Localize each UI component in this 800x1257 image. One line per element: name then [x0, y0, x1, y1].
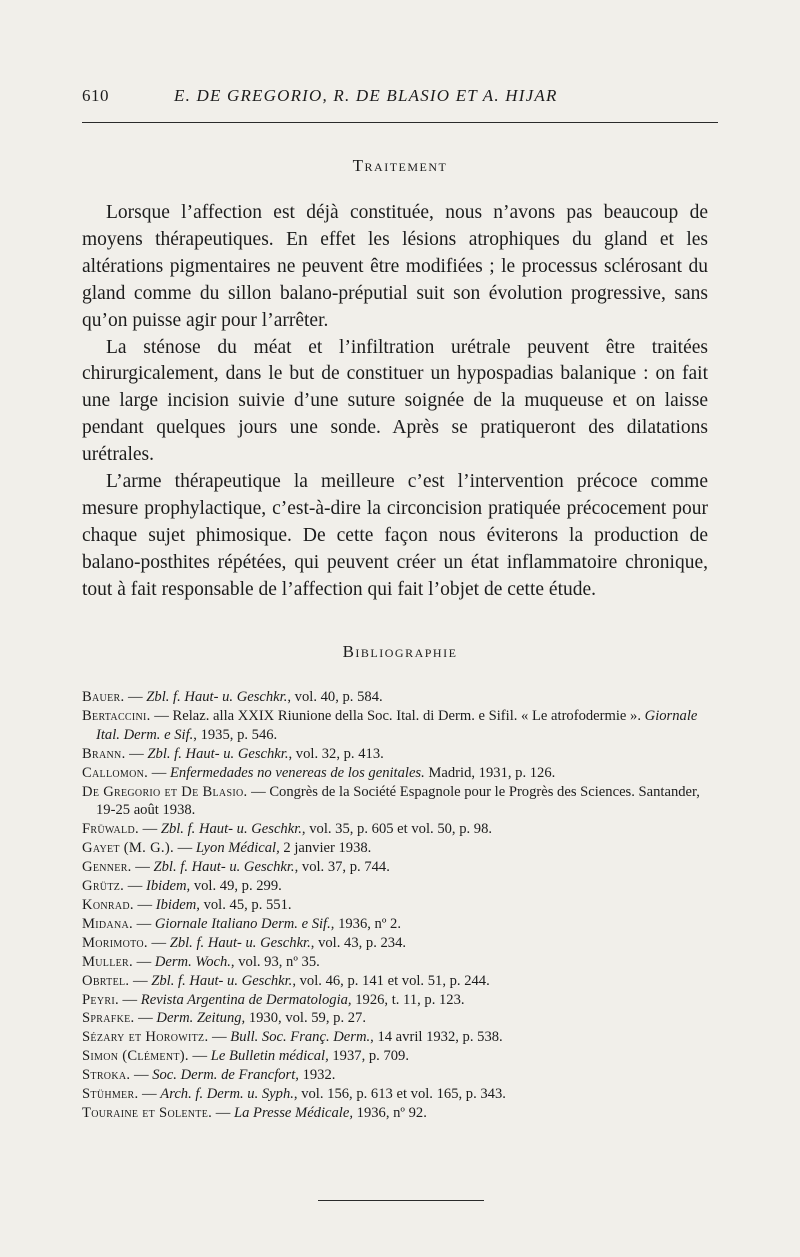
entry-author: Muller.	[82, 953, 133, 970]
entry-text: — Relaz. alla XXIX Riunione della Soc. Ital. di Derm. e Sifil. « Le atrofodermie ».	[150, 707, 645, 724]
bibliography-entry	[82, 783, 718, 821]
entry-source: La Presse Médicale,	[233, 1104, 353, 1121]
entry-source: Le Bulletin médical,	[210, 1048, 329, 1065]
paragraph: L’arme thérapeutique la meilleure c’est l’intervention précoce comme mesure prophylactique, c’est-à-dire la circoncision pratiquée précocement pour chaque sujet phimosique. De cette façon nous éviterons la production de balano-posthites répétées, qui peuvent créer un état inflammatoire chronique, tout à fait responsable de l’affection qui fait l’objet de cette étude.	[82, 471, 708, 600]
bibliography-entry	[82, 688, 718, 707]
bibliography-entry	[82, 896, 718, 915]
entry-details: , vol. 156, p. 613 et vol. 165, p. 343.	[293, 1086, 506, 1103]
bibliography-entry	[82, 820, 718, 839]
entry-source: Ibidem,	[146, 878, 191, 895]
entry-source: Lyon Médical,	[195, 840, 280, 857]
paragraph: La sténose du méat et l’infiltration urétrale peuvent être traitées chirurgicalement, dans le but de constituer un hypospadias balanique : on fait une large incision suivie d’une suture soignée de la muqueuse et on laisse pendant quelques jours une sonde. Après se pratiqueront des dilatations urétrales.	[82, 336, 708, 466]
entry-source: Zbl. f. Haut- u. Geschkr.	[160, 821, 302, 838]
bibliography-entry	[82, 707, 718, 745]
entry-details: , vol. 37, p. 744.	[294, 859, 390, 876]
entry-text: —	[148, 764, 170, 781]
bibliography-entry	[82, 953, 718, 972]
entry-details: , vol. 46, p. 141 et vol. 51, p. 244.	[292, 972, 490, 989]
entry-author: Konrad.	[82, 896, 134, 913]
bibliography-entry	[82, 991, 718, 1010]
entry-details: , 1935, p. 546.	[193, 726, 278, 743]
entry-author: Bauer.	[82, 689, 125, 705]
traitement-heading: Traitement	[352, 156, 448, 175]
entry-details: , 14 avril 1932, p. 538.	[370, 1029, 503, 1046]
entry-author: Peyri.	[82, 991, 119, 1008]
entry-author: Bertaccini.	[82, 707, 151, 724]
entry-author: Stühmer.	[82, 1086, 139, 1103]
entry-text: —	[124, 878, 146, 895]
bibliography-entry	[82, 1009, 718, 1028]
entry-author: Gayet (M. G.).	[82, 840, 174, 857]
entry-text: —	[138, 821, 161, 838]
header-rule	[82, 122, 718, 123]
entry-author: Brann.	[82, 745, 126, 762]
entry-source: Arch. f. Derm. u. Syph.	[160, 1086, 294, 1103]
entry-author: Obrtel.	[82, 972, 130, 989]
bibliography-entry	[82, 839, 718, 858]
entry-source: Derm. Zeitung,	[156, 1010, 246, 1027]
entry-details: , vol. 40, p. 584.	[287, 689, 383, 705]
entry-text: —	[132, 953, 155, 970]
bibliography-entry	[82, 1028, 718, 1047]
entry-details: , vol. 35, p. 605 et vol. 50, p. 98.	[301, 821, 493, 838]
entry-text: —	[134, 1010, 157, 1027]
entry-text: —	[118, 991, 141, 1008]
entry-source: Ibidem,	[155, 896, 200, 913]
paragraph: Lorsque l’affection est déjà constituée, nous n’avons pas beaucoup de moyens thérapeutiques. En effet les lésions atrophiques du gland et les altérations pigmentaires ne peuvent être modifiées ; le processus sclérosant du gland comme du sillon balano-préputial suit son évolution progressive, sans qu’on puisse agir pour l’arrêter.	[82, 202, 708, 331]
entry-text: —	[147, 934, 170, 951]
bibliography-entry	[82, 1085, 718, 1104]
bibliography-entry	[82, 764, 718, 783]
entry-text: —	[173, 840, 196, 857]
bibliography-entry	[82, 972, 718, 991]
entry-source: Bull. Soc. Franç. Derm.	[230, 1029, 371, 1046]
entry-text: —	[129, 972, 152, 989]
entry-source: Zbl. f. Haut- u. Geschkr.	[146, 689, 288, 705]
closing-rule	[318, 1200, 484, 1201]
entry-source: Soc. Derm. de Francfort,	[152, 1067, 299, 1084]
entry-source: Zbl. f. Haut- u. Geschkr.	[153, 859, 295, 876]
entry-details: 1930, vol. 59, p. 27.	[245, 1010, 366, 1027]
entry-author: Morimoto.	[82, 934, 148, 951]
entry-details: 1926, t. 11, p. 123.	[351, 991, 465, 1008]
bibliography-entry	[82, 877, 718, 896]
entry-text: —	[188, 1048, 211, 1065]
entry-author: Früwald.	[82, 821, 139, 838]
entry-author: De Gregorio et De Blasio.	[82, 783, 248, 800]
entry-details: , vol. 93, nº 35.	[230, 953, 320, 970]
entry-details: Madrid, 1931, p. 126.	[424, 764, 556, 781]
entry-details: vol. 45, p. 551.	[199, 896, 292, 913]
entry-text: —	[131, 859, 154, 876]
entry-text: —	[212, 1104, 234, 1121]
entry-author: Callomon.	[82, 764, 149, 781]
entry-author: Touraine et Solente.	[82, 1104, 213, 1121]
bibliography-entry	[82, 1066, 718, 1085]
entry-details: , vol. 43, p. 234.	[310, 934, 407, 951]
entry-source: Derm. Woch.	[154, 953, 231, 970]
bibliography-entry	[82, 915, 718, 934]
entry-author: Genner.	[82, 859, 132, 876]
running-title: E. DE GREGORIO, R. DE BLASIO ET A. HIJAR	[174, 86, 558, 105]
bibliography-list	[82, 688, 718, 1123]
bibliography-entry	[82, 1104, 718, 1123]
entry-source: Giornale Italiano Derm. e Sif.	[154, 915, 331, 932]
entry-details: vol. 49, p. 299.	[190, 878, 282, 895]
entry-text: — Congrès de la Société Espagnole pour le Progrès des Sciences. Santander, 19-25 août 1938.	[96, 783, 700, 819]
entry-source: Enfermedades no venereas de los genitales.	[169, 764, 425, 781]
entry-author: Grütz.	[82, 878, 125, 895]
bibliography-entry	[82, 858, 718, 877]
entry-details: , vol. 32, p. 413.	[288, 745, 384, 762]
entry-text: —	[125, 745, 148, 762]
entry-source: Zbl. f. Haut- u. Geschkr.	[169, 934, 311, 951]
entry-text: —	[138, 1086, 161, 1103]
entry-author: Sprafke.	[82, 1010, 135, 1027]
traitement-body	[82, 200, 708, 604]
bibliographie-heading: Bibliographie	[342, 642, 458, 661]
entry-text: —	[130, 1067, 153, 1084]
entry-source: Giornale Ital. Derm. e Sif.	[96, 707, 698, 743]
entry-details: 1936, nº 92.	[353, 1104, 427, 1121]
page-number: 610	[82, 86, 109, 105]
entry-author: Sézary et Horowitz.	[82, 1029, 209, 1046]
entry-author: Stroka.	[82, 1067, 131, 1084]
bibliography-entry	[82, 934, 718, 953]
entry-text: —	[133, 896, 156, 913]
entry-source: Zbl. f. Haut- u. Geschkr.	[147, 745, 289, 762]
bibliography-entry	[82, 745, 718, 764]
entry-source: Revista Argentina de Dermatologia,	[140, 991, 352, 1008]
entry-text: —	[208, 1029, 231, 1046]
entry-text: —	[124, 689, 147, 705]
entry-source: Zbl. f. Haut- u. Geschkr.	[151, 972, 293, 989]
entry-details: , 1936, nº 2.	[330, 915, 401, 932]
entry-text: —	[132, 915, 155, 932]
entry-details: 1937, p. 709.	[328, 1048, 409, 1065]
entry-author: Midana.	[82, 915, 133, 932]
entry-author: Simon (Clément).	[82, 1048, 189, 1065]
entry-details: 1932.	[298, 1067, 336, 1084]
bibliography-entry	[82, 1047, 718, 1066]
entry-details: 2 janvier 1938.	[279, 840, 372, 857]
